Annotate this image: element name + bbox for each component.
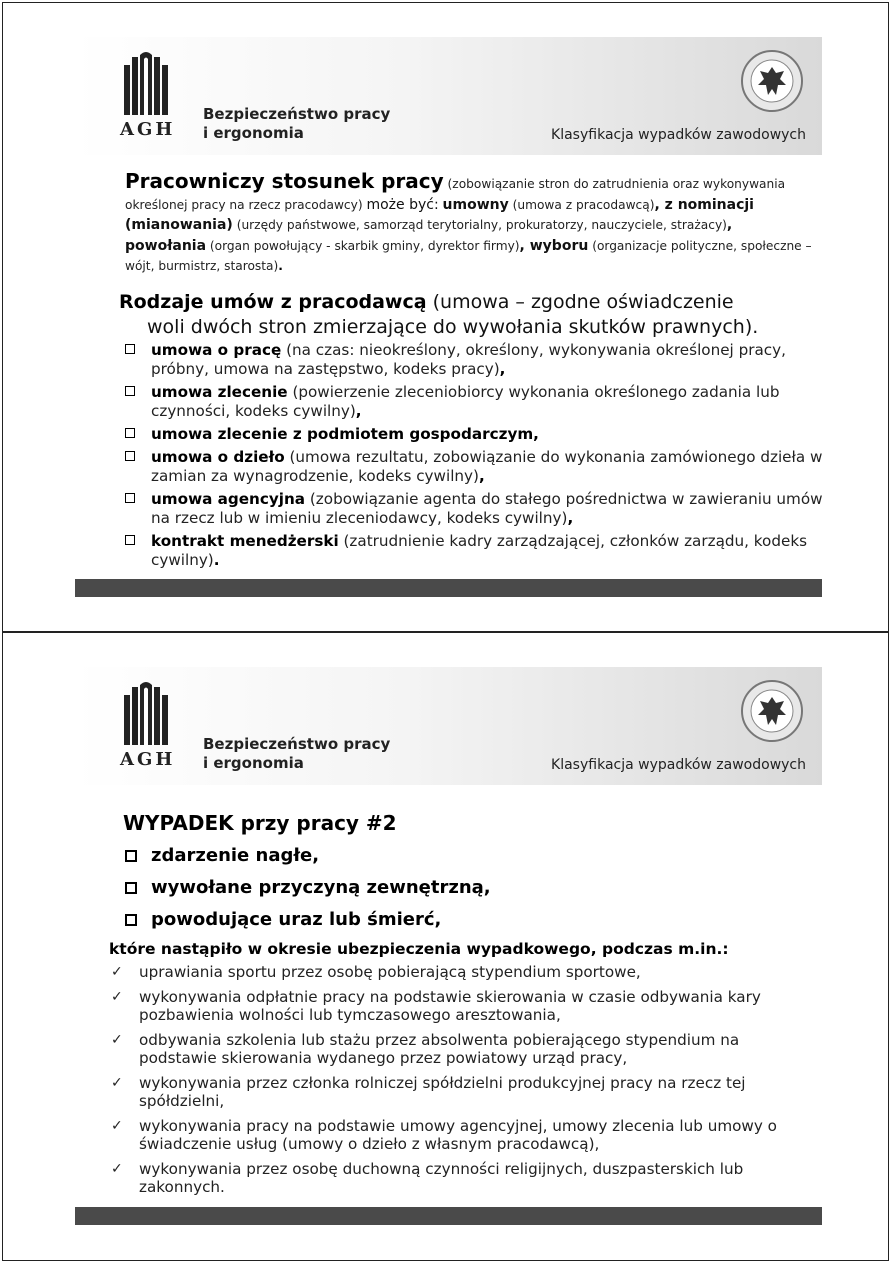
list-item: wywołane przyczyną zewnętrzną,: [123, 877, 491, 909]
list-item: umowa o dzieło (umowa rezultatu, zobowiązanie do wykonania zamówionego dzieła w zamian za wynagrodzenie, kodeks cywilny),: [123, 448, 823, 486]
list-item: ✓ wykonywania pracy na podstawie umowy agencyjnej, umowy zlecenia lub umowy o świadczenie usług (umowy o dzieło z własnym pracodawcą),: [111, 1116, 777, 1153]
list-item: umowa zlecenie z podmiotem gospodarczym,: [123, 425, 823, 444]
employment-relation-paragraph: Pracowniczy stosunek pracy (zobowiązanie stron do zatrudnienia oraz wykonywania określonej pracy na rzecz pracodawcy) może być: umowny (umowa z pracodawcą), z nominacji (mianowania) (urzędy państwowe, samorząd terytorialny, prokuratorzy, nauczyciele, strażacy), powołania (organ powołujący - skarbik gminy, dyrektor firmy), wyboru (organizacje polityczne, społeczne – wójt, burmistrz, starosta).: [125, 169, 812, 273]
accident-title: WYPADEK przy pracy #2: [123, 811, 397, 835]
checkbox-bullet-icon: [125, 882, 137, 894]
slide-footer-bar: [75, 579, 822, 597]
accident-criteria-list: [123, 845, 491, 941]
slide-1: [75, 37, 822, 637]
accident-cases-list: [109, 963, 809, 1203]
list-item: umowa o pracę (na czas: nieokreślony, określony, wykonywania określonej pracy, próbny, umowa na zastępstwo, kodeks pracy),: [123, 341, 823, 379]
section-title: Klasyfikacja wypadków zawodowych: [551, 127, 806, 143]
checkbox-bullet-icon: [125, 428, 135, 438]
document-page-2: [2, 632, 889, 1261]
checkmark-icon: ✓: [111, 964, 123, 980]
agh-logo-icon: [122, 49, 170, 119]
list-item: zdarzenie nagłe,: [123, 845, 491, 877]
slide-2: [75, 667, 822, 1227]
list-item: ✓ odbywania szkolenia lub stażu przez absolwenta pobierającego stypendium na podstawie skierowania wydanego przez powiatowy urząd pracy,: [111, 1030, 740, 1067]
checkmark-icon: ✓: [111, 1074, 123, 1091]
checkbox-bullet-icon: [125, 535, 135, 545]
checkmark-icon: ✓: [111, 1117, 123, 1134]
document-page-1: [2, 2, 889, 632]
checkmark-icon: ✓: [111, 1160, 123, 1177]
agh-logo: [120, 49, 176, 140]
checkbox-bullet-icon: [125, 850, 137, 862]
agh-logo-icon: [122, 679, 170, 749]
checkbox-bullet-icon: [125, 386, 135, 396]
list-item: ✓ wykonywania przez członka rolniczej spółdzielni produkcyjnej pracy na rzecz tej spółdzielni,: [111, 1073, 746, 1110]
slide-header: [75, 667, 822, 785]
checkbox-bullet-icon: [125, 344, 135, 354]
section-title: Klasyfikacja wypadków zawodowych: [551, 757, 806, 773]
list-item: powodujące uraz lub śmierć,: [123, 909, 491, 941]
list-item: ✓ wykonywania przez osobę duchowną czynności religijnych, duszpasterskich lub zakonnych.: [111, 1159, 744, 1196]
contract-types-list: [123, 341, 823, 574]
list-item: umowa zlecenie (powierzenie zleceniobiorcy wykonania określonego zadania lub czynności, kodeks cywilny),: [123, 383, 823, 421]
checkbox-bullet-icon: [125, 493, 135, 503]
checkmark-icon: ✓: [111, 1031, 123, 1048]
checkmark-icon: ✓: [111, 988, 123, 1005]
list-item: kontrakt menedżerski (zatrudnienie kadry zarządzającej, członków zarządu, kodeks cywilny).: [123, 532, 823, 570]
agh-logo: [120, 679, 176, 770]
logo-text: AGH: [120, 749, 176, 770]
checkbox-bullet-icon: [125, 914, 137, 926]
course-title: Bezpieczeństwo pracy i ergonomia: [203, 735, 391, 772]
accident-intro: które nastąpiło w okresie ubezpieczenia wypadkowego, podczas m.in.:: [109, 940, 729, 958]
checkbox-bullet-icon: [125, 451, 135, 461]
list-item: umowa agencyjna (zobowiązanie agenta do stałego pośrednictwa w zawieraniu umów na rzecz lub w imieniu zleceniodawcy, kodeks cywilny),: [123, 490, 823, 528]
contract-types-heading: Rodzaje umów z pracodawcą (umowa – zgodne oświadczenie woli dwóch stron zmierzające do wywołania skutków prawnych).: [119, 291, 759, 338]
slide-footer-bar: [75, 1207, 822, 1225]
seal-emblem-icon: [740, 49, 804, 113]
slide-header: [75, 37, 822, 155]
list-item: ✓ uprawiania sportu przez osobę pobierającą stypendium sportowe,: [111, 963, 641, 981]
logo-text: AGH: [120, 119, 176, 140]
list-item: ✓ wykonywania odpłatnie pracy na podstawie skierowania w czasie odbywania kary pozbawienia wolności lub tymczasowego aresztowania,: [111, 987, 761, 1024]
course-title: Bezpieczeństwo pracy i ergonomia: [203, 105, 391, 142]
seal-emblem-icon: [740, 679, 804, 743]
